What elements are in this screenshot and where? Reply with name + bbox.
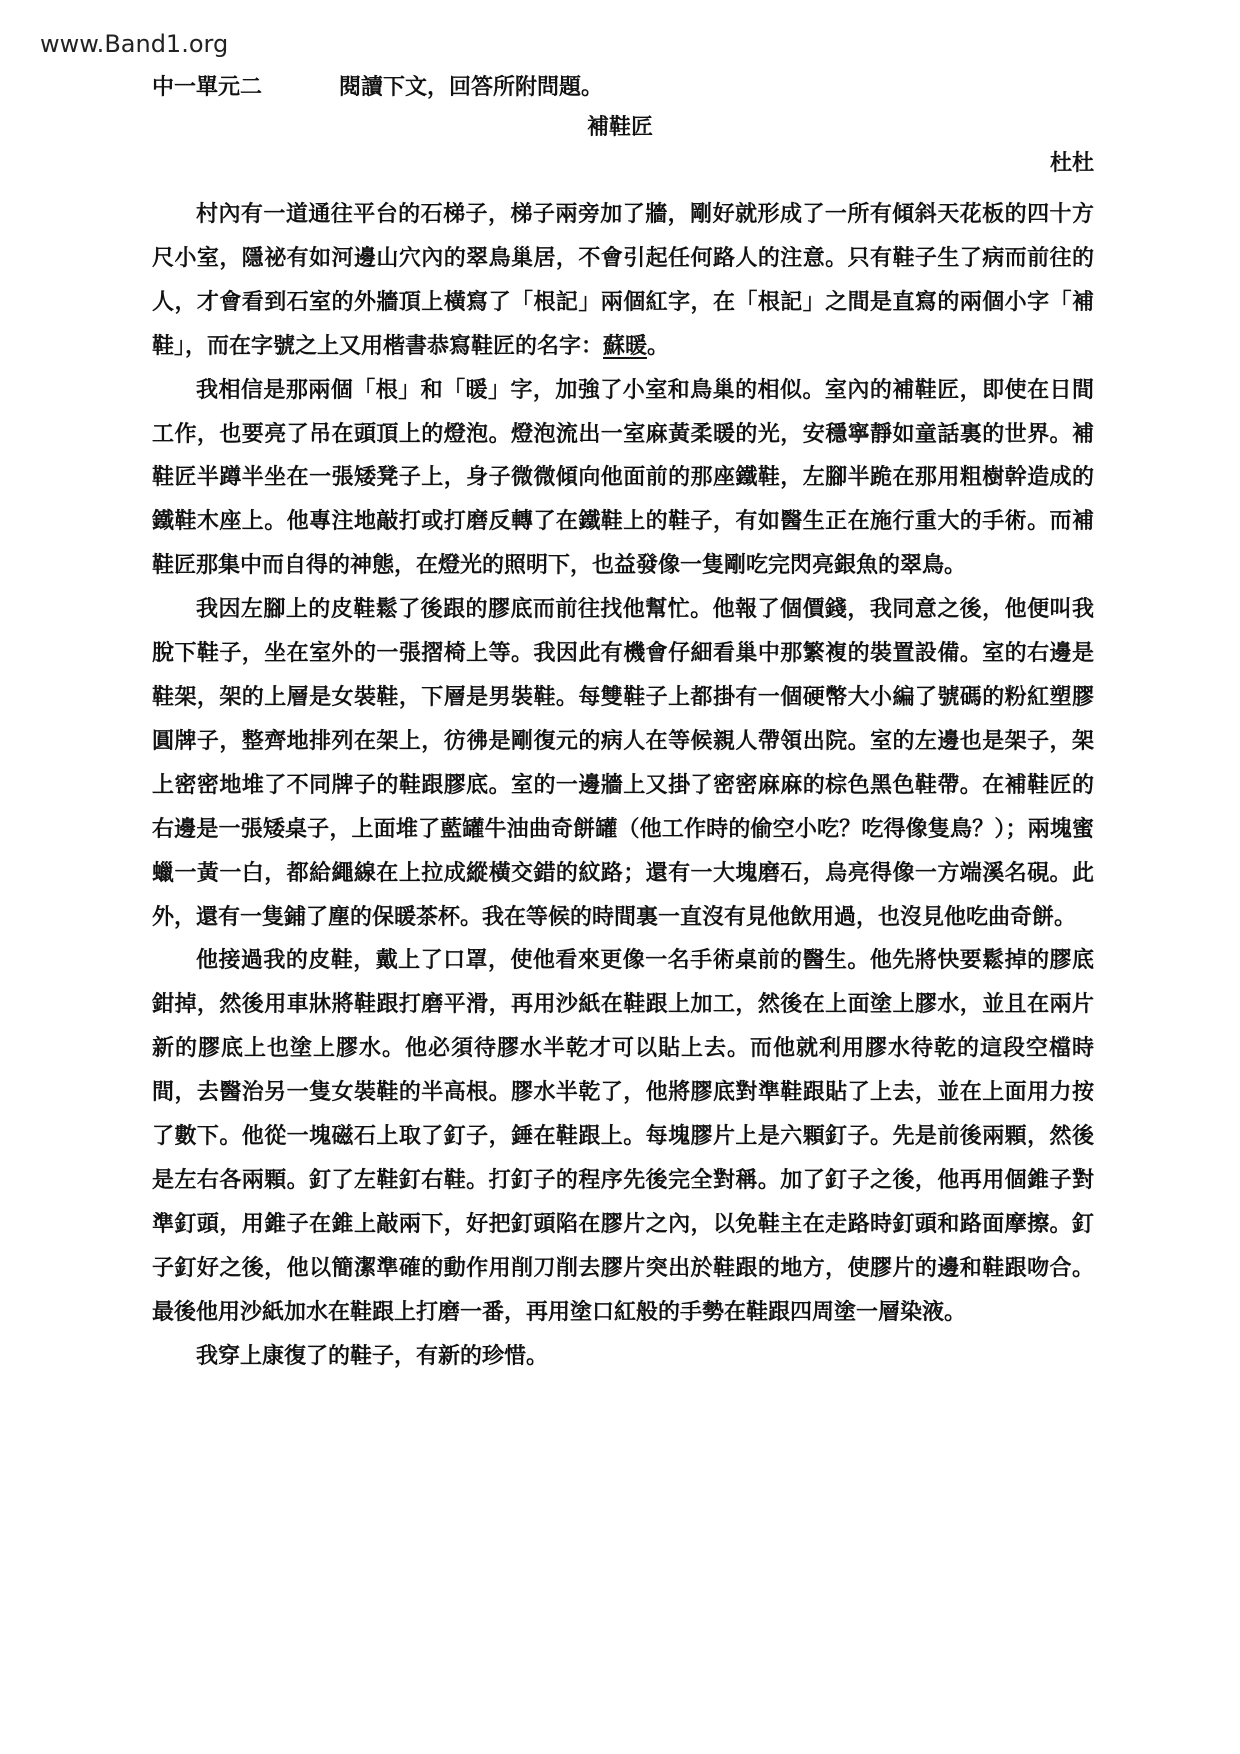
paragraph-1	[152, 193, 1094, 369]
article-title: 補鞋匠	[586, 114, 653, 140]
paragraph-5: 我穿上康復了的鞋子，有新的珍惜。	[196, 1342, 549, 1369]
article-body	[152, 193, 1094, 1378]
paragraph-1-end: 。	[647, 332, 670, 359]
paragraph-3: 我因左腳上的皮鞋鬆了後跟的膠底而前往找他幫忙。他報了個價錢，我同意之後，他便叫我脫下鞋子，坐在室外的一張摺椅上等。我因此有機會仔細看巢中那繁複的裝置設備。室的右邊是鞋架，架的上層是女裝鞋，下層是男裝鞋。每雙鞋子上都掛有一個硬幣大小編了號碼的粉紅塑膠圓牌子，整齊地排列在架上，彷彿是剛復元的病人在等候親人帶領出院。室的左邊也是架子，架上密密地堆了不同牌子的鞋跟膠底。室的一邊牆上又掛了密密麻麻的棕色黑色鞋帶。在補鞋匠的右邊是一張矮桌子，上面堆了藍罐牛油曲奇餅罐（他工作時的偷空小吃？吃得像隻鳥？）；兩塊蜜蠟一黃一白，都給繩線在上拉成縱橫交錯的紋路；還有一大塊磨石，烏亮得像一方端溪名硯。此外，還有一隻鋪了塵的保暖茶杯。我在等候的時間裏一直沒有見他飲用過，也沒見他吃曲奇餅。	[152, 596, 1094, 930]
shoemaker-name: 蘇暖	[603, 332, 648, 359]
worksheet-header	[152, 70, 603, 101]
article-author: 杜杜	[1049, 150, 1094, 176]
paragraph-1-text: 村內有一道通往平台的石梯子，梯子兩旁加了牆，剛好就形成了一所有傾斜天花板的四十方尺小室，隱祕有如河邊山穴內的翠鳥巢居，不會引起任何路人的注意。只有鞋子生了病而前往的人，才會看到石室的外牆頂上橫寫了「根記」兩個紅字，在「根記」之間是直寫的兩個小字「補鞋」，而在字號之上又用楷書恭寫鞋匠的名字：	[152, 201, 1094, 359]
paragraph-4: 他接過我的皮鞋，戴上了口罩，使他看來更像一名手術桌前的醫生。他先將快要鬆掉的膠底鉗掉，然後用車牀將鞋跟打磨平滑，再用沙紙在鞋跟上加工，然後在上面塗上膠水，並且在兩片新的膠底上也塗上膠水。他必須待膠水半乾才可以貼上去。而他就利用膠水待乾的這段空檔時間，去醫治另一隻女裝鞋的半高根。膠水半乾了，他將膠底對準鞋跟貼了上去，並在上面用力按了數下。他從一塊磁石上取了釘子，錘在鞋跟上。每塊膠片上是六顆釘子。先是前後兩顆，然後是左右各兩顆。釘了左鞋釘右鞋。打釘子的程序先後完全對稱。加了釘子之後，他再用個錐子對準釘頭，用錐子在錐上敲兩下，好把釘頭陷在膠片之內，以免鞋主在走路時釘頭和路面摩擦。釘子釘好之後，他以簡潔準確的動作用削刀削去膠片突出於鞋跟的地方，使膠片的邊和鞋跟吻合。最後他用沙紙加水在鞋跟上打磨一番，再用塗口紅般的手勢在鞋跟四周塗一層染液。	[152, 947, 1094, 1325]
instruction-text: 閱讀下文，回答所附問題。	[339, 74, 604, 100]
unit-label: 中一單元二	[152, 74, 263, 100]
paragraph-2: 我相信是那兩個「根」和「暖」字，加強了小室和鳥巢的相似。室內的補鞋匠，即使在日間工作，也要亮了吊在頭頂上的燈泡。燈泡流出一室麻黃柔暖的光，安穩寧靜如童話裏的世界。補鞋匠半蹲半坐在一張矮凳子上，身子微微傾向他面前的那座鐵鞋，左腳半跪在那用粗樹幹造成的鐵鞋木座上。他專注地敲打或打磨反轉了在鐵鞋上的鞋子，有如醫生正在施行重大的手術。而補鞋匠那集中而自得的神態，在燈光的照明下，也益發像一隻剛吃完閃亮銀魚的翠鳥。	[152, 376, 1094, 579]
site-watermark: www.Band1.org	[40, 30, 229, 58]
